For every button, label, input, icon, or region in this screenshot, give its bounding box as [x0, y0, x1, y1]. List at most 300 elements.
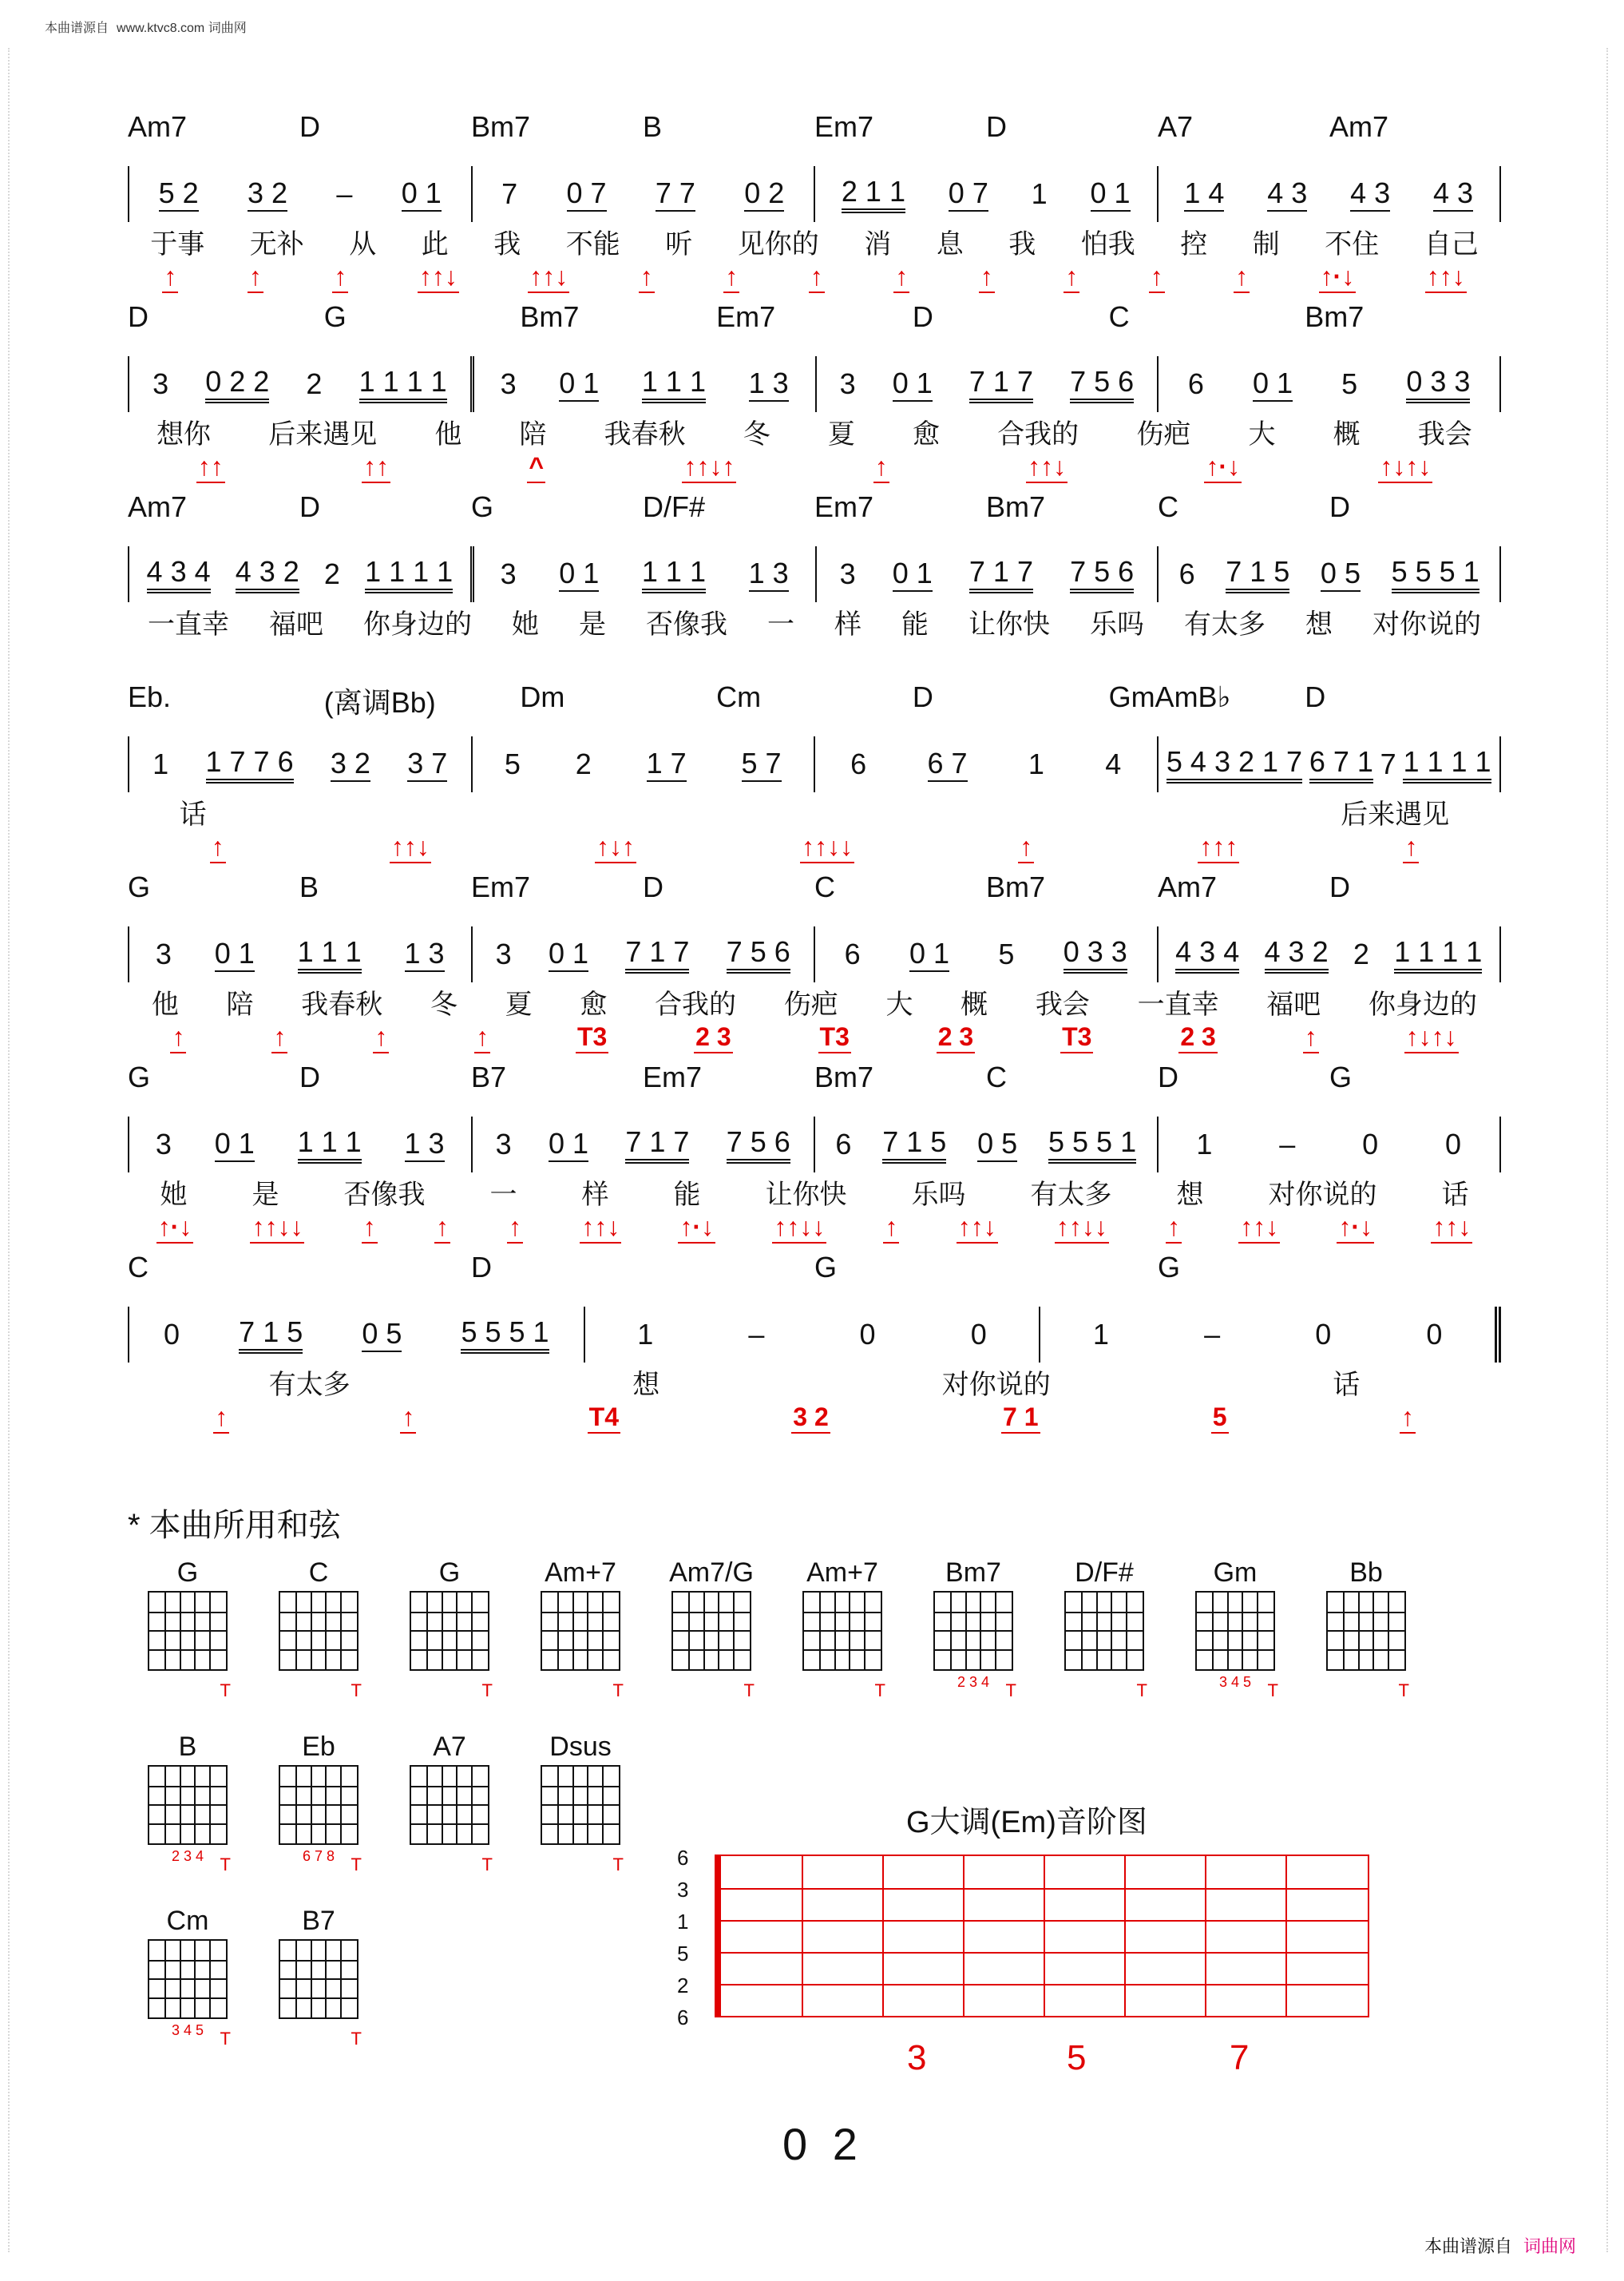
strum-mark: ↑ — [362, 1212, 378, 1244]
chord-diagram — [537, 1732, 624, 1874]
strum-row — [128, 1212, 1501, 1244]
chord-diagram-name: B — [178, 1732, 197, 1762]
strum-mark: 3 2 — [791, 1402, 830, 1434]
score — [128, 110, 1501, 1441]
scale-string-label: 1 — [677, 1910, 689, 1934]
note: 1 1 1 1 — [359, 365, 447, 403]
scale-string-label: 2 — [677, 1974, 689, 1997]
chord-symbol: B — [643, 110, 663, 143]
chord-diagram — [406, 1557, 493, 1700]
measure — [128, 1307, 584, 1363]
lyric: 她 — [160, 1180, 188, 1210]
score-system — [128, 1061, 1501, 1251]
note: 7 7 — [656, 177, 695, 212]
lyric: 对你说的 — [941, 1370, 1051, 1400]
measure — [128, 926, 471, 982]
strum-mark: ↑ — [883, 1212, 899, 1244]
lyric: 有太多 — [1184, 609, 1266, 640]
open-string-marker: T — [481, 1855, 493, 1874]
chord-section-title: * 本曲所用和弦 — [128, 1508, 341, 1543]
open-string-marker: T — [351, 1680, 362, 1700]
measure — [814, 166, 1157, 222]
lyric: 想 — [1305, 609, 1333, 640]
lyric: 大 — [885, 990, 913, 1020]
chord-diagram-name: Am+7 — [545, 1557, 616, 1588]
footer-brand[interactable]: 词曲网 — [1523, 2236, 1576, 2256]
strum-row — [128, 832, 1501, 863]
lyric: 冬 — [743, 419, 770, 450]
strum-mark: ↑↑↓ — [1026, 452, 1067, 483]
note: 1 1 1 1 — [1403, 745, 1491, 783]
chord-symbol: D — [912, 300, 933, 333]
strum-mark: T4 — [588, 1402, 620, 1434]
lyric: 愈 — [913, 419, 941, 450]
chord-symbol: Eb. — [128, 680, 172, 713]
note: 4 3 2 — [1265, 935, 1329, 974]
lyric: 一直幸 — [1137, 990, 1219, 1020]
header-source — [45, 18, 247, 36]
lyric: 想你 — [156, 419, 212, 450]
footer-source: 本曲谱源自 — [1424, 2236, 1512, 2256]
note: 4 — [1105, 748, 1122, 780]
chord-symbol: B — [299, 871, 319, 903]
strum-mark: ↑ — [162, 262, 178, 293]
chord-symbol: Bm7 — [814, 1061, 874, 1093]
note: 7 5 6 — [1070, 555, 1134, 593]
strum-mark: ↑ — [434, 1212, 450, 1244]
note: 7 1 7 — [969, 555, 1033, 593]
strum-mark: ↑ — [474, 1022, 490, 1053]
scale-title: G大调(Em)音阶图 — [906, 1806, 1147, 1839]
note: 1 1 1 1 — [1394, 935, 1482, 974]
open-string-marker: T — [351, 1855, 362, 1874]
note: 0 — [1362, 1128, 1379, 1160]
chord-symbol: Bm7 — [986, 490, 1046, 523]
lyric: 伤疤 — [1136, 419, 1191, 450]
scale-fret-line — [882, 1856, 884, 2016]
scale-fret-line — [802, 1856, 803, 2016]
chord-diagram-name: D/F# — [1075, 1557, 1134, 1588]
lyric: 是 — [252, 1180, 279, 1210]
note: 5 — [1341, 367, 1358, 400]
note: 0 5 — [1321, 557, 1361, 592]
fret-numbers: 3 4 5 — [1218, 1674, 1252, 1690]
strum-mark: ↑↑ — [362, 452, 390, 483]
note: 3 2 — [248, 177, 287, 212]
chord-diagram-name: A7 — [433, 1732, 466, 1762]
strum-row — [128, 262, 1501, 293]
note: 2 — [1353, 938, 1369, 970]
note: 0 1 — [909, 937, 949, 972]
note: 1 1 1 — [642, 365, 706, 403]
note: 1 3 — [749, 367, 789, 402]
open-string-marker: T — [481, 1680, 493, 1700]
lyric: 自己 — [1424, 229, 1479, 260]
chord-diagram-name: G — [438, 1557, 461, 1588]
chord-diagram-name: Cm — [166, 1906, 209, 1936]
note: 5 4 3 2 1 7 — [1167, 745, 1302, 783]
lyric: 概 — [1333, 419, 1361, 450]
note: 7 1 5 — [239, 1315, 303, 1354]
chord-diagram — [275, 1906, 362, 2049]
chord-diagram — [275, 1557, 362, 1700]
chord-diagram-name: Bm7 — [945, 1557, 1001, 1588]
strum-mark: ↑·↓ — [1337, 1212, 1374, 1244]
strum-mark: T3 — [1060, 1022, 1093, 1053]
lyric: 见你的 — [737, 229, 819, 260]
scale-string-label: 6 — [677, 1846, 689, 1870]
measure — [1157, 546, 1501, 602]
fretboard-grid — [410, 1765, 493, 1874]
lyric: 我春秋 — [301, 990, 383, 1020]
note: 1 1 1 — [298, 935, 362, 974]
measure — [814, 926, 1157, 982]
open-string-marker: T — [1398, 1680, 1409, 1700]
fretboard-grid — [148, 1591, 231, 1700]
strum-mark: ↑ — [873, 452, 889, 483]
note: 1 4 — [1184, 177, 1224, 212]
strum-mark: 2 3 — [937, 1022, 975, 1053]
lyric: 控 — [1180, 229, 1208, 260]
chord-diagram — [667, 1557, 755, 1700]
open-string-marker: T — [874, 1680, 885, 1700]
strum-mark: ↑ — [213, 1402, 229, 1434]
fretboard-grid — [541, 1765, 624, 1874]
note: 1 3 — [749, 557, 789, 592]
lyric: 福吧 — [1266, 990, 1321, 1020]
note: 7 5 6 — [727, 1125, 790, 1164]
chord-diagram-name: Eb — [302, 1732, 335, 1762]
chord-symbol: G — [128, 871, 151, 903]
lyric: 想 — [1176, 1180, 1204, 1210]
measure-row — [128, 1307, 1501, 1363]
note: 0 1 — [559, 557, 599, 592]
score-system — [128, 1251, 1501, 1441]
chord-diagram-name: Bb — [1349, 1557, 1383, 1588]
scale-string-label: 6 — [677, 2005, 689, 2029]
lyric-row — [128, 602, 1501, 641]
chord-symbol: G — [814, 1251, 838, 1283]
measure — [471, 166, 814, 222]
lyric: 陪 — [519, 419, 547, 450]
note: 0 — [1445, 1128, 1462, 1160]
open-string-marker: T — [612, 1855, 624, 1874]
chord-diagram — [1191, 1557, 1279, 1700]
chord-symbol: Bm7 — [1305, 300, 1365, 333]
lyric: 陪 — [226, 990, 254, 1020]
chord-diagram — [275, 1732, 362, 1874]
note: 4 3 — [1433, 177, 1473, 212]
strum-mark: ↑ — [1400, 1402, 1416, 1434]
measure-row — [128, 926, 1501, 982]
chord-diagram-name: G — [176, 1557, 199, 1588]
scale-string-label: 5 — [677, 1942, 689, 1966]
strum-mark: ↑↑↓ — [1425, 262, 1467, 293]
measure-row — [128, 1117, 1501, 1172]
note: 1 3 — [405, 1127, 445, 1162]
note: 5 7 — [742, 747, 782, 782]
chord-diagram-name: Dsus — [549, 1732, 612, 1762]
strum-mark: ↑ — [1166, 1212, 1182, 1244]
note: 0 1 — [402, 177, 442, 212]
strum-mark: ↑ — [723, 262, 739, 293]
chord-symbol: A7 — [1158, 110, 1194, 143]
note: 5 2 — [159, 177, 199, 212]
chord-symbol: C — [814, 871, 835, 903]
lyric: 夏 — [505, 990, 533, 1020]
chord-symbol: G — [1329, 1061, 1353, 1093]
header-url[interactable]: www.ktvc8.com 词曲网 — [117, 22, 247, 35]
measure — [1157, 166, 1502, 222]
lyric: 你身边的 — [1368, 990, 1477, 1020]
score-system — [128, 871, 1501, 1061]
chord-symbol: C — [1158, 490, 1178, 523]
lyric: 不能 — [565, 229, 620, 260]
chord-symbol: D — [1329, 871, 1350, 903]
scale-fret-number: 3 — [907, 2038, 927, 2077]
note: 4 3 2 — [236, 555, 299, 593]
lyric: 息 — [936, 229, 964, 260]
strum-mark: ↑↑↓ — [528, 262, 569, 293]
measure — [814, 1117, 1157, 1172]
strum-mark: ↑↓↑ — [595, 832, 636, 863]
lyric: 从 — [349, 229, 377, 260]
chord-symbol: G — [128, 1061, 151, 1093]
scale-fret-line — [1205, 1856, 1206, 2016]
chord-diagram-name: Am+7 — [806, 1557, 878, 1588]
note: 1 — [152, 748, 169, 780]
chord-symbol: Bm7 — [520, 300, 580, 333]
note: 0 1 — [893, 557, 933, 592]
note: 7 1 7 — [969, 365, 1033, 403]
open-string-marker: T — [220, 2029, 231, 2049]
note: 6 7 1 — [1309, 745, 1373, 783]
strum-mark: ↑↑ — [196, 452, 225, 483]
strum-mark: 2 3 — [694, 1022, 732, 1053]
lyric: 一 — [767, 609, 794, 640]
note: 0 1 — [1091, 177, 1131, 212]
right-watermark-strip — [1606, 48, 1621, 2252]
note: 6 — [835, 1128, 852, 1160]
lyric: 想 — [632, 1370, 660, 1400]
strum-row — [128, 1022, 1501, 1053]
chord-symbol: D — [912, 680, 933, 713]
measure — [1157, 356, 1501, 412]
note: 7 5 6 — [727, 935, 790, 974]
note: 3 — [839, 367, 856, 400]
lyric: 后来遇见 — [1341, 799, 1450, 830]
measure-row — [128, 546, 1501, 602]
note: 2 — [575, 748, 592, 780]
note: 5 — [998, 938, 1015, 970]
lyric: 愈 — [580, 990, 608, 1020]
strum-mark: ↑ — [639, 262, 655, 293]
note: 0 2 2 — [205, 365, 269, 403]
chord-diagram-name: C — [308, 1557, 329, 1588]
note: 6 7 — [928, 747, 968, 782]
note: 0 — [164, 1318, 180, 1351]
lyric-row — [128, 1172, 1501, 1212]
note: 0 1 — [215, 937, 255, 972]
chord-row — [128, 1251, 1501, 1286]
note: 1 1 1 — [642, 555, 706, 593]
note: 7 — [501, 177, 518, 210]
strum-mark: ↑ — [248, 262, 263, 293]
fretboard-grid — [1064, 1591, 1147, 1700]
note: 3 — [155, 938, 172, 970]
lyric: 乐吗 — [911, 1180, 966, 1210]
lyric: 一 — [489, 1180, 517, 1210]
note: 1 — [1031, 177, 1048, 210]
chord-symbol: Am7 — [128, 490, 188, 523]
chord-symbol: D — [128, 300, 149, 333]
note: 1 — [1092, 1318, 1109, 1351]
scale-fret-line — [1124, 1856, 1126, 2016]
measure — [1039, 1307, 1501, 1363]
measure — [470, 356, 815, 412]
note: – — [1279, 1128, 1296, 1160]
header-source-text: 本曲谱源自 — [45, 22, 109, 35]
note: 5 — [504, 748, 521, 780]
strum-mark: 2 3 — [1178, 1022, 1217, 1053]
fretboard-grid — [802, 1591, 885, 1700]
note: 6 — [1178, 557, 1195, 590]
note: 0 — [859, 1318, 876, 1351]
chord-symbol: G — [471, 490, 494, 523]
note: 0 2 — [744, 177, 784, 212]
fretboard-grid — [410, 1591, 493, 1700]
lyric: 无补 — [249, 229, 304, 260]
lyric: 让你快 — [765, 1180, 847, 1210]
lyric: 让你快 — [968, 609, 1050, 640]
lyric-row — [128, 1363, 1501, 1402]
note: 4 3 4 — [147, 555, 211, 593]
strum-mark: ↑ — [1064, 262, 1079, 293]
chord-diagram — [929, 1557, 1017, 1700]
chord-symbol: C — [986, 1061, 1007, 1093]
strum-mark: ↑ — [809, 262, 825, 293]
chord-diagram — [144, 1557, 232, 1700]
chord-diagram-name: B7 — [302, 1906, 335, 1936]
note: – — [1204, 1318, 1221, 1351]
chord-symbol: Em7 — [814, 490, 874, 523]
strum-mark: ↑ — [271, 1022, 287, 1053]
note: 0 — [1315, 1318, 1332, 1351]
open-string-marker: T — [220, 1680, 231, 1700]
lyric: 我 — [493, 229, 521, 260]
chord-diagram — [144, 1906, 232, 2049]
note: 1 1 1 1 — [365, 555, 453, 593]
measure — [470, 546, 815, 602]
note: 7 1 7 — [625, 1125, 689, 1164]
lyric: 否像我 — [646, 609, 727, 640]
lyric: 乐吗 — [1090, 609, 1144, 640]
lyric: 我春秋 — [604, 419, 686, 450]
note: 0 5 — [977, 1127, 1017, 1162]
lyric: 她 — [512, 609, 539, 640]
chord-diagram — [406, 1732, 493, 1874]
note: 0 1 — [549, 937, 588, 972]
note: 4 3 — [1350, 177, 1390, 212]
open-string-marker: T — [743, 1680, 755, 1700]
measure — [128, 356, 470, 412]
lyric: 听 — [665, 229, 693, 260]
lyric: 对你说的 — [1372, 609, 1481, 640]
lyric: 能 — [901, 609, 929, 640]
strum-mark: ↑↑↓ — [957, 1212, 998, 1244]
note: 5 5 5 1 — [461, 1315, 549, 1354]
strum-mark: ↑↑↓↓ — [772, 1212, 826, 1244]
measure — [471, 1117, 814, 1172]
lyric: 有太多 — [1030, 1180, 1112, 1210]
chord-symbol: B7 — [471, 1061, 507, 1093]
strum-mark: ↑ — [1303, 1022, 1319, 1053]
strum-mark: ↑↓↑↓ — [1404, 1022, 1459, 1053]
note: 1 1 1 — [298, 1125, 362, 1164]
strum-mark: T3 — [818, 1022, 851, 1053]
lyric: 概 — [961, 990, 988, 1020]
chord-symbol: Em7 — [471, 871, 531, 903]
chord-row — [128, 300, 1501, 335]
strum-mark: ↑·↓ — [678, 1212, 715, 1244]
lyric: 样 — [834, 609, 862, 640]
fret-numbers: 2 3 4 — [171, 1848, 204, 1864]
chord-diagram — [1322, 1557, 1410, 1700]
strum-mark: ↑↑↑ — [1198, 832, 1239, 863]
note: 0 — [1426, 1318, 1443, 1351]
measure — [1157, 1117, 1502, 1172]
footer — [1424, 2233, 1576, 2258]
note: 1 — [1028, 748, 1044, 780]
scale-fret-number: 7 — [1230, 2038, 1250, 2077]
fret-numbers: 3 4 5 — [171, 2022, 204, 2038]
strum-mark: T3 — [576, 1022, 608, 1053]
lyric: 你身边的 — [363, 609, 472, 640]
note: 7 1 5 — [1226, 555, 1289, 593]
measure — [471, 926, 814, 982]
note: 3 — [495, 938, 512, 970]
lyric: 此 — [421, 229, 449, 260]
chord-symbol: C — [1108, 300, 1130, 333]
strum-mark: ↑ — [1018, 832, 1034, 863]
note: 1 3 — [405, 937, 445, 972]
lyric: 样 — [581, 1180, 609, 1210]
note: 7 5 6 — [1070, 365, 1134, 403]
lyric: 能 — [673, 1180, 701, 1210]
chord-symbol: Em7 — [814, 110, 874, 143]
note: 6 — [844, 938, 861, 970]
fretboard-grid — [1326, 1591, 1409, 1700]
measure — [815, 546, 1158, 602]
note: 0 1 — [549, 1127, 588, 1162]
scale-fret-line — [1285, 1856, 1287, 2016]
scale-fret-number: 5 — [1067, 2038, 1087, 2077]
note: 3 — [495, 1128, 512, 1160]
lyric: 不住 — [1325, 229, 1380, 260]
scale-string-label: 3 — [677, 1878, 689, 1902]
lyric: 他 — [434, 419, 462, 450]
strum-mark: ↑↑↓ — [1431, 1212, 1472, 1244]
lyric: 伤疤 — [783, 990, 838, 1020]
note: 1 — [1196, 1128, 1213, 1160]
strum-mark: ↑ — [1403, 832, 1419, 863]
strum-mark: ↑↑↓ — [390, 832, 431, 863]
note: 6 — [850, 748, 867, 780]
strum-mark: ↑ — [210, 832, 226, 863]
note: 7 — [1380, 748, 1396, 780]
chord-symbol: Am7 — [1329, 110, 1389, 143]
chord-diagram — [1060, 1557, 1148, 1700]
